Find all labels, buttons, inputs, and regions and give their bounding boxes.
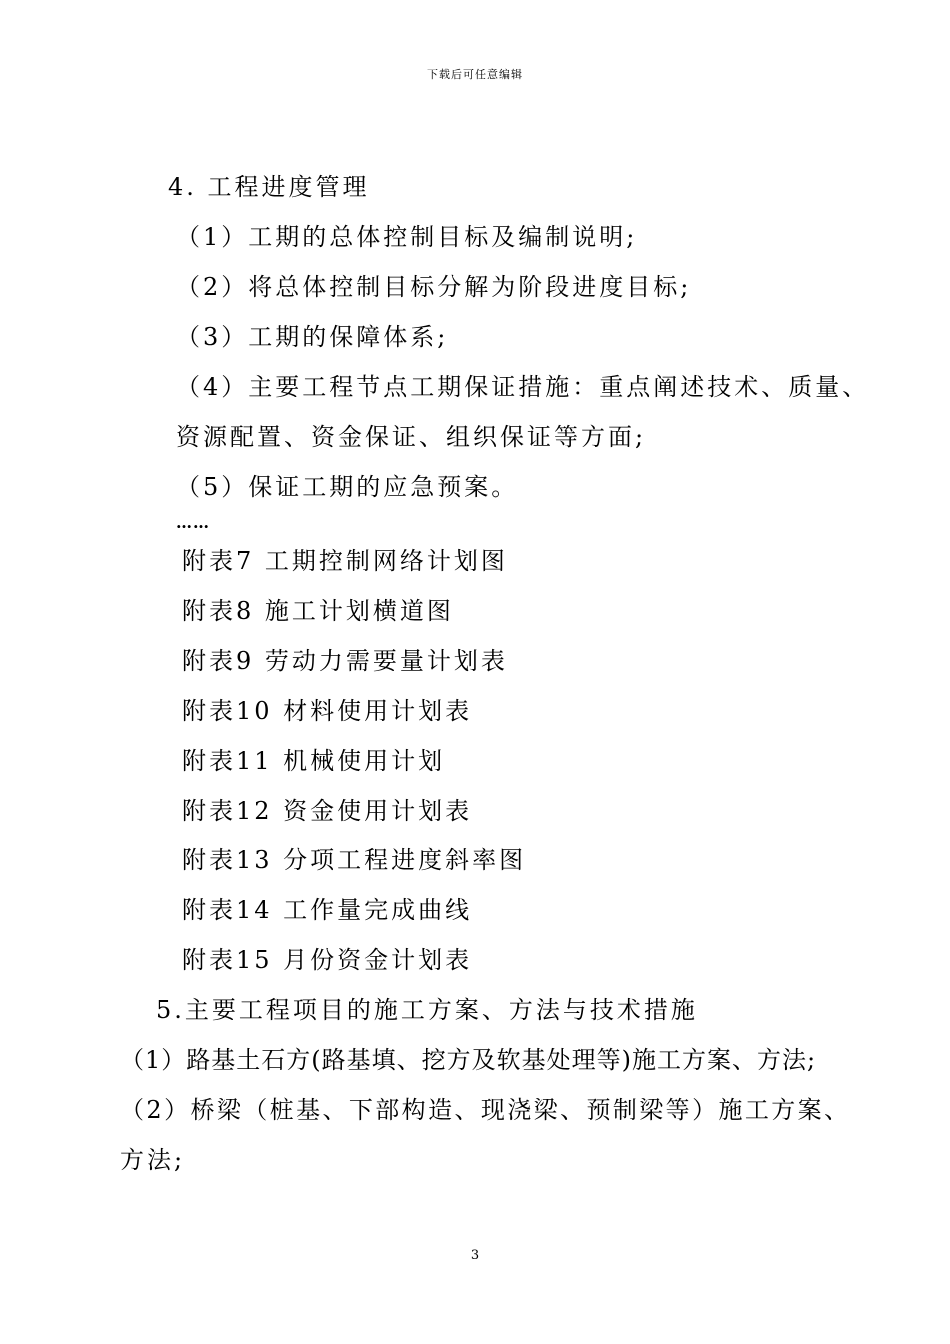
list-item-1: （1）工期的总体控制目标及编制说明; — [176, 223, 638, 251]
page-number: 3 — [470, 1248, 480, 1263]
list-item-4-continued: 资源配置、资金保证、组织保证等方面; — [176, 423, 647, 451]
section-heading-construction: 5.主要工程项目的施工方案、方法与技术措施 — [156, 996, 698, 1024]
appendix-table-13: 附表13 分项工程进度斜率图 — [182, 846, 527, 874]
appendix-table-7: 附表7 工期控制网络计划图 — [182, 547, 508, 575]
list-item-3: （3）工期的保障体系; — [176, 323, 449, 351]
appendix-table-9: 附表9 劳动力需要量计划表 — [182, 647, 508, 675]
ellipsis: …… — [176, 513, 210, 532]
appendix-table-10: 附表10 材料使用计划表 — [182, 697, 473, 725]
construction-item-1: （1）路基土石方(路基填、挖方及软基处理等)施工方案、方法; — [120, 1046, 817, 1074]
section-heading-schedule: 4. 工程进度管理 — [168, 173, 370, 201]
header-note: 下载后可任意编辑 — [427, 68, 523, 81]
appendix-table-15: 附表15 月份资金计划表 — [182, 946, 473, 974]
appendix-table-14: 附表14 工作量完成曲线 — [182, 896, 473, 924]
appendix-table-8: 附表8 施工计划横道图 — [182, 597, 454, 625]
list-item-4: （4）主要工程节点工期保证措施：重点阐述技术、质量、 — [176, 373, 870, 401]
appendix-table-12: 附表12 资金使用计划表 — [182, 797, 473, 825]
construction-item-2: （2）桥梁（桩基、下部构造、现浇梁、预制梁等）施工方案、 — [120, 1096, 851, 1124]
appendix-table-11: 附表11 机械使用计划 — [182, 747, 446, 775]
list-item-2: （2）将总体控制目标分解为阶段进度目标; — [176, 273, 692, 301]
construction-item-2-continued: 方法; — [120, 1146, 186, 1174]
list-item-5: （5）保证工期的应急预案。 — [176, 473, 519, 501]
